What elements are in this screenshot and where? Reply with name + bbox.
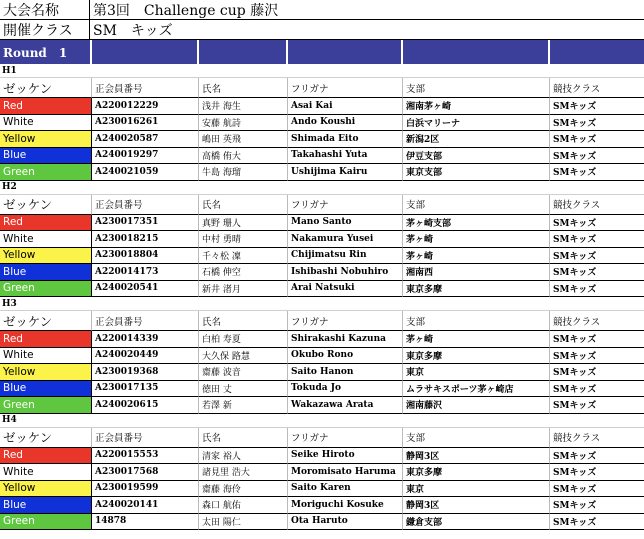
- rider-row: [0, 131, 644, 148]
- rider-class: SMキッズ: [550, 264, 644, 281]
- event-class-label: 開催クラス: [0, 20, 90, 40]
- rider-class: SMキッズ: [550, 281, 644, 298]
- header-bib: ゼッケン: [0, 428, 92, 448]
- header-kana: フリガナ: [288, 311, 403, 331]
- rider-branch: 伊豆支部: [403, 148, 550, 165]
- rider-class: SMキッズ: [550, 364, 644, 381]
- rider-branch: 東京多摩: [403, 464, 550, 481]
- event-name-row: [0, 0, 644, 20]
- rider-row: [0, 115, 644, 132]
- rider-row: [0, 448, 644, 465]
- header-bib: ゼッケン: [0, 195, 92, 215]
- rider-branch: 湘南藤沢: [403, 397, 550, 414]
- rider-name: 中村 勇晴: [199, 231, 288, 248]
- rider-branch: 湘南西: [403, 264, 550, 281]
- round-banner-cell: [288, 40, 403, 64]
- rider-row: [0, 248, 644, 265]
- rider-row: [0, 497, 644, 514]
- rider-kana: Saito Karen: [288, 481, 403, 498]
- bib-color: Yellow: [0, 481, 92, 498]
- rider-branch: 鎌倉支部: [403, 514, 550, 531]
- bib-color: Red: [0, 98, 92, 115]
- round-banner-cell: [199, 40, 288, 64]
- member-number: A230017568: [92, 464, 199, 481]
- member-number: A230019368: [92, 364, 199, 381]
- rider-name: 牛島 海瑠: [199, 164, 288, 181]
- rider-name: 安藤 航詩: [199, 115, 288, 132]
- member-number: A240020615: [92, 397, 199, 414]
- rider-branch: 東京: [403, 481, 550, 498]
- rider-class: SMキッズ: [550, 131, 644, 148]
- rider-row: [0, 215, 644, 232]
- header-branch: 支部: [403, 195, 550, 215]
- rider-kana: Saito Hanon: [288, 364, 403, 381]
- heat-label: H1: [0, 64, 644, 78]
- rider-branch: ムラサキスポーツ茅ヶ崎店: [403, 381, 550, 398]
- rider-row: [0, 281, 644, 298]
- member-number: A230019599: [92, 481, 199, 498]
- rider-name: 千々松 凜: [199, 248, 288, 265]
- member-number: A230018215: [92, 231, 199, 248]
- member-number: A240020541: [92, 281, 199, 298]
- event-class-row: [0, 20, 644, 40]
- rider-branch: 茅ヶ崎支部: [403, 215, 550, 232]
- round-banner-cell: [403, 40, 550, 64]
- rider-name: 石橋 伸空: [199, 264, 288, 281]
- member-number: A240020141: [92, 497, 199, 514]
- rider-class: SMキッズ: [550, 481, 644, 498]
- rider-name: 白柏 寿夏: [199, 331, 288, 348]
- rider-name: 諸見里 浩大: [199, 464, 288, 481]
- header-name: 氏名: [199, 195, 288, 215]
- header-member-no: 正会員番号: [92, 428, 199, 448]
- rider-row: [0, 148, 644, 165]
- rider-branch: 茅ヶ崎: [403, 331, 550, 348]
- rider-kana: Ando Koushi: [288, 115, 403, 132]
- member-number: A240021059: [92, 164, 199, 181]
- rider-name: 太田 陽仁: [199, 514, 288, 531]
- bib-color: White: [0, 231, 92, 248]
- heats-container: [0, 64, 644, 530]
- header-bib: ゼッケン: [0, 78, 92, 98]
- rider-kana: Takahashi Yuta: [288, 148, 403, 165]
- header-member-no: 正会員番号: [92, 195, 199, 215]
- rider-kana: Shimada Eito: [288, 131, 403, 148]
- rider-kana: Shirakashi Kazuna: [288, 331, 403, 348]
- rider-branch: 静岡3区: [403, 497, 550, 514]
- rider-branch: 新潟2区: [403, 131, 550, 148]
- event-name-value: 第3回 Challenge cup 藤沢: [90, 0, 644, 20]
- bib-color: Red: [0, 331, 92, 348]
- bib-color: Green: [0, 397, 92, 414]
- rider-name: 高橋 侑大: [199, 148, 288, 165]
- rider-class: SMキッズ: [550, 148, 644, 165]
- header-class: 競技クラス: [550, 428, 644, 448]
- bib-color: Red: [0, 215, 92, 232]
- member-number: A230017135: [92, 381, 199, 398]
- rider-row: [0, 481, 644, 498]
- rider-class: SMキッズ: [550, 381, 644, 398]
- heat-label: H4: [0, 414, 644, 428]
- rider-class: SMキッズ: [550, 115, 644, 132]
- rider-row: [0, 331, 644, 348]
- heat-label: H2: [0, 181, 644, 195]
- rider-kana: Ota Haruto: [288, 514, 403, 531]
- rider-kana: Wakazawa Arata: [288, 397, 403, 414]
- header-branch: 支部: [403, 78, 550, 98]
- member-number: A220014173: [92, 264, 199, 281]
- rider-class: SMキッズ: [550, 497, 644, 514]
- rider-kana: Tokuda Jo: [288, 381, 403, 398]
- bib-color: Blue: [0, 264, 92, 281]
- rider-class: SMキッズ: [550, 397, 644, 414]
- header-bib: ゼッケン: [0, 311, 92, 331]
- member-number: A240020449: [92, 348, 199, 365]
- rider-row: [0, 464, 644, 481]
- rider-kana: Nakamura Yusei: [288, 231, 403, 248]
- rider-branch: 静岡3区: [403, 448, 550, 465]
- member-number: A230018804: [92, 248, 199, 265]
- header-kana: フリガナ: [288, 195, 403, 215]
- rider-class: SMキッズ: [550, 514, 644, 531]
- rider-row: [0, 264, 644, 281]
- member-number: A220014339: [92, 331, 199, 348]
- event-class-value: SM キッズ: [90, 20, 644, 40]
- rider-class: SMキッズ: [550, 98, 644, 115]
- rider-name: 徳田 丈: [199, 381, 288, 398]
- rider-kana: Ushijima Kairu: [288, 164, 403, 181]
- header-name: 氏名: [199, 311, 288, 331]
- rider-branch: 白浜マリーナ: [403, 115, 550, 132]
- bib-color: White: [0, 115, 92, 132]
- rider-kana: Arai Natsuki: [288, 281, 403, 298]
- rider-name: 大久保 路慧: [199, 348, 288, 365]
- rider-name: 清家 裕人: [199, 448, 288, 465]
- rider-branch: 東京: [403, 364, 550, 381]
- header-name: 氏名: [199, 428, 288, 448]
- bib-color: White: [0, 348, 92, 365]
- rider-row: [0, 348, 644, 365]
- header-member-no: 正会員番号: [92, 78, 199, 98]
- rider-class: SMキッズ: [550, 248, 644, 265]
- rider-name: 嶋田 英飛: [199, 131, 288, 148]
- bib-color: Green: [0, 281, 92, 298]
- rider-row: [0, 514, 644, 531]
- rider-row: [0, 364, 644, 381]
- rider-class: SMキッズ: [550, 231, 644, 248]
- rider-name: 齋藤 海伶: [199, 481, 288, 498]
- heat-header-row: [0, 311, 644, 331]
- member-number: A220012229: [92, 98, 199, 115]
- rider-class: SMキッズ: [550, 215, 644, 232]
- header-kana: フリガナ: [288, 428, 403, 448]
- bib-color: Blue: [0, 381, 92, 398]
- event-name-label: 大会名称: [0, 0, 90, 20]
- rider-branch: 東京多摩: [403, 281, 550, 298]
- header-member-no: 正会員番号: [92, 311, 199, 331]
- member-number: A240020587: [92, 131, 199, 148]
- bib-color: White: [0, 464, 92, 481]
- header-class: 競技クラス: [550, 195, 644, 215]
- bib-color: Yellow: [0, 364, 92, 381]
- rider-kana: Seike Hiroto: [288, 448, 403, 465]
- header-branch: 支部: [403, 311, 550, 331]
- header-class: 競技クラス: [550, 78, 644, 98]
- rider-name: 真野 珊人: [199, 215, 288, 232]
- round-banner-cell: [550, 40, 644, 64]
- rider-kana: Okubo Rono: [288, 348, 403, 365]
- bib-color: Blue: [0, 497, 92, 514]
- rider-class: SMキッズ: [550, 331, 644, 348]
- rider-row: [0, 98, 644, 115]
- rider-class: SMキッズ: [550, 348, 644, 365]
- rider-name: 若澤 新: [199, 397, 288, 414]
- header-name: 氏名: [199, 78, 288, 98]
- rider-branch: 東京多摩: [403, 348, 550, 365]
- header-branch: 支部: [403, 428, 550, 448]
- bib-color: Green: [0, 514, 92, 531]
- rider-name: 森口 航佑: [199, 497, 288, 514]
- rider-kana: Asai Kai: [288, 98, 403, 115]
- header-class: 競技クラス: [550, 311, 644, 331]
- bib-color: Yellow: [0, 248, 92, 265]
- rider-branch: 湘南茅ヶ崎: [403, 98, 550, 115]
- round-banner-cell: [92, 40, 199, 64]
- rider-kana: Mano Santo: [288, 215, 403, 232]
- rider-branch: 東京支部: [403, 164, 550, 181]
- member-number: A240019297: [92, 148, 199, 165]
- bib-color: Yellow: [0, 131, 92, 148]
- rider-row: [0, 164, 644, 181]
- rider-row: [0, 231, 644, 248]
- header-kana: フリガナ: [288, 78, 403, 98]
- member-number: A220015553: [92, 448, 199, 465]
- rider-kana: Chijimatsu Rin: [288, 248, 403, 265]
- member-number: A230017351: [92, 215, 199, 232]
- heat-header-row: [0, 428, 644, 448]
- member-number: A230016261: [92, 115, 199, 132]
- heat-header-row: [0, 78, 644, 98]
- bib-color: Red: [0, 448, 92, 465]
- rider-name: 浅井 海生: [199, 98, 288, 115]
- rider-kana: Moriguchi Kosuke: [288, 497, 403, 514]
- rider-row: [0, 397, 644, 414]
- rider-name: 新井 渚月: [199, 281, 288, 298]
- round-banner: [0, 40, 644, 64]
- rider-branch: 茅ヶ崎: [403, 231, 550, 248]
- bib-color: Green: [0, 164, 92, 181]
- round-label: Round 1: [0, 40, 92, 64]
- member-number: 14878: [92, 514, 199, 531]
- rider-kana: Ishibashi Nobuhiro: [288, 264, 403, 281]
- rider-branch: 茅ヶ崎: [403, 248, 550, 265]
- heat-label: H3: [0, 297, 644, 311]
- heat-header-row: [0, 195, 644, 215]
- rider-name: 齋藤 波音: [199, 364, 288, 381]
- rider-kana: Moromisato Haruma: [288, 464, 403, 481]
- bib-color: Blue: [0, 148, 92, 165]
- rider-row: [0, 381, 644, 398]
- rider-class: SMキッズ: [550, 164, 644, 181]
- rider-class: SMキッズ: [550, 464, 644, 481]
- rider-class: SMキッズ: [550, 448, 644, 465]
